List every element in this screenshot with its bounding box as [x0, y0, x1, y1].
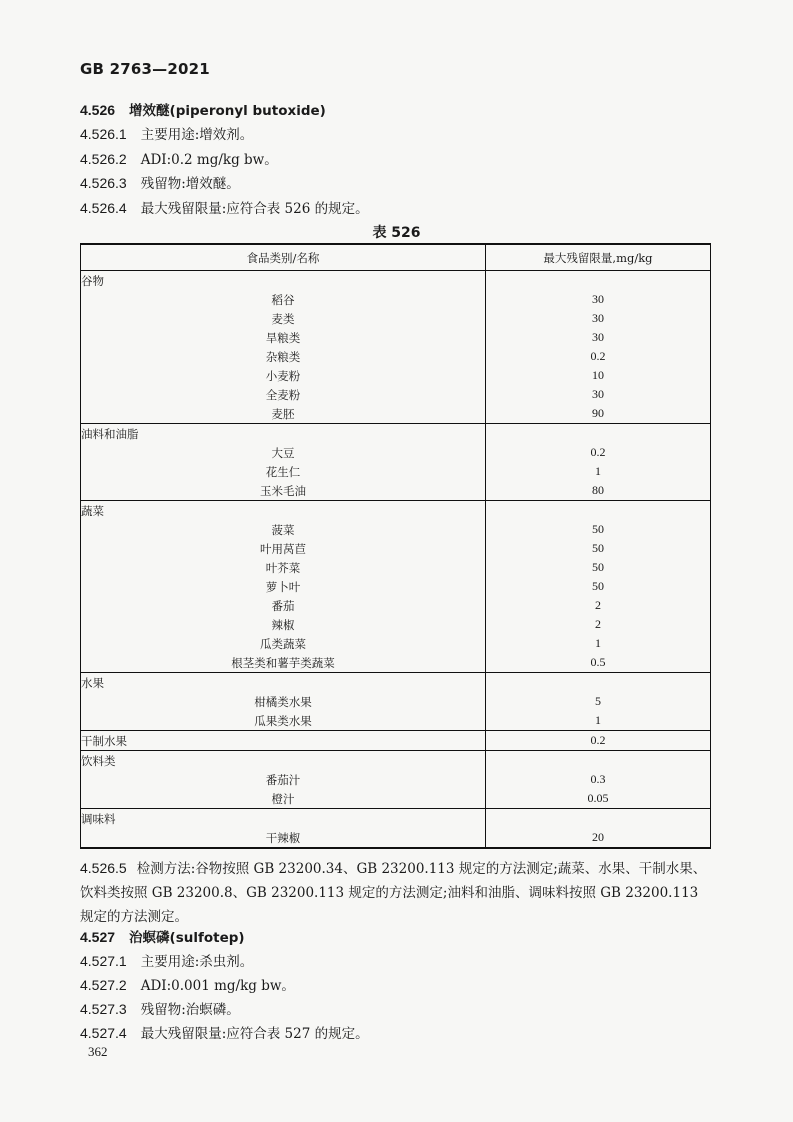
clause-text: 最大残留限量:应符合表 526 的规定。 — [140, 201, 369, 217]
section-number: 4.526 — [80, 102, 116, 118]
food-category: 水果 — [81, 673, 486, 693]
clause-text: 残留物:治螟磷。 — [140, 1002, 240, 1018]
table-row — [81, 309, 711, 328]
mrl-value: 0.2 — [486, 443, 711, 462]
food-name: 萝卜叶 — [81, 577, 486, 596]
mrl-value: 30 — [486, 309, 711, 328]
mrl-value: 2 — [486, 596, 711, 615]
section-heading-526 — [80, 99, 326, 119]
column-header-food: 食品类别/名称 — [81, 244, 486, 271]
table-row — [81, 539, 711, 558]
table-row-category — [81, 731, 711, 751]
food-name: 番茄汁 — [81, 770, 486, 789]
clause-527-3 — [80, 998, 240, 1018]
section-number: 4.527 — [80, 929, 116, 945]
clause-526-1 — [80, 123, 253, 143]
table-row-category — [81, 424, 711, 444]
clause-text: 主要用途:杀虫剂。 — [140, 954, 254, 970]
table-row-category — [81, 809, 711, 829]
food-name: 杂粮类 — [81, 347, 486, 366]
clause-526-3 — [80, 172, 240, 192]
table-row — [81, 404, 711, 424]
column-header-limit: 最大残留限量,mg/kg — [486, 244, 711, 271]
table-row — [81, 789, 711, 809]
food-name: 玉米毛油 — [81, 481, 486, 501]
food-name: 大豆 — [81, 443, 486, 462]
mrl-value: 10 — [486, 366, 711, 385]
food-name: 花生仁 — [81, 462, 486, 481]
clause-number: 4.526.1 — [80, 126, 127, 142]
table-row — [81, 615, 711, 634]
section-heading-527 — [80, 926, 245, 946]
clause-number: 4.526.5 — [80, 860, 127, 876]
clause-number: 4.526.4 — [80, 200, 127, 216]
table-row — [81, 290, 711, 309]
clause-text: 残留物:增效醚。 — [140, 176, 240, 192]
food-name: 辣椒 — [81, 615, 486, 634]
food-name: 柑橘类水果 — [81, 692, 486, 711]
mrl-value — [486, 751, 711, 771]
clause-527-2 — [80, 974, 295, 994]
table-row — [81, 711, 711, 731]
mrl-value — [486, 809, 711, 829]
clause-527-4 — [80, 1022, 369, 1042]
mrl-value — [486, 271, 711, 291]
table-row-category — [81, 751, 711, 771]
mrl-value: 0.2 — [486, 347, 711, 366]
mrl-value: 0.05 — [486, 789, 711, 809]
food-name: 稻谷 — [81, 290, 486, 309]
table-row — [81, 577, 711, 596]
table-row — [81, 596, 711, 615]
standard-header: GB 2763—2021 — [80, 60, 210, 78]
table-header-row — [81, 244, 711, 271]
table-row — [81, 653, 711, 673]
table-row-category — [81, 271, 711, 291]
table-row-category — [81, 673, 711, 693]
food-category: 调味料 — [81, 809, 486, 829]
food-name: 根茎类和薯芋类蔬菜 — [81, 653, 486, 673]
table-row — [81, 443, 711, 462]
table-row — [81, 520, 711, 539]
food-name: 菠菜 — [81, 520, 486, 539]
table-title: 表 526 — [372, 225, 421, 241]
clause-text: 主要用途:增效剂。 — [140, 127, 254, 143]
section-title: 治螟磷(sulfotep) — [129, 930, 245, 946]
mrl-value: 1 — [486, 462, 711, 481]
clause-text: 最大残留限量:应符合表 527 的规定。 — [140, 1026, 369, 1042]
food-category: 谷物 — [81, 271, 486, 291]
food-name: 叶用莴苣 — [81, 539, 486, 558]
clause-number: 4.527.3 — [80, 1001, 127, 1017]
mrl-value: 0.3 — [486, 770, 711, 789]
clause-number: 4.526.3 — [80, 175, 127, 191]
clause-text: 检测方法:谷物按照 GB 23200.34、GB 23200.113 规定的方法测定;蔬菜、水果、干制水果、饮料类按照 GB 23200.8、GB 23200.113 规定的方法测定;油料和油脂、调味料按照 GB 23200.113 规定的方法测定。 — [80, 861, 707, 925]
food-name: 旱粮类 — [81, 328, 486, 347]
table-row — [81, 692, 711, 711]
clause-526-5 — [80, 856, 710, 929]
mrl-value: 50 — [486, 520, 711, 539]
mrl-value: 5 — [486, 692, 711, 711]
food-category: 干制水果 — [81, 731, 486, 751]
mrl-table — [80, 243, 711, 849]
table-row — [81, 366, 711, 385]
clause-number: 4.527.2 — [80, 977, 127, 993]
mrl-value: 2 — [486, 615, 711, 634]
clause-526-4 — [80, 197, 369, 217]
table-row — [81, 481, 711, 501]
mrl-value: 30 — [486, 290, 711, 309]
mrl-value: 0.5 — [486, 653, 711, 673]
mrl-value: 80 — [486, 481, 711, 501]
clause-527-1 — [80, 950, 253, 970]
mrl-value: 1 — [486, 634, 711, 653]
table-row — [81, 828, 711, 848]
mrl-value: 30 — [486, 328, 711, 347]
table-row — [81, 634, 711, 653]
table-body — [81, 271, 711, 849]
mrl-value — [486, 424, 711, 444]
table-row — [81, 328, 711, 347]
food-category: 饮料类 — [81, 751, 486, 771]
food-name: 小麦粉 — [81, 366, 486, 385]
food-name: 叶芥菜 — [81, 558, 486, 577]
table-row — [81, 347, 711, 366]
mrl-value: 0.2 — [486, 731, 711, 751]
mrl-value: 50 — [486, 558, 711, 577]
food-name: 麦胚 — [81, 404, 486, 424]
table-row — [81, 558, 711, 577]
mrl-value — [486, 501, 711, 521]
clause-number: 4.527.1 — [80, 953, 127, 969]
food-name: 瓜类蔬菜 — [81, 634, 486, 653]
table-row — [81, 462, 711, 481]
food-name: 全麦粉 — [81, 385, 486, 404]
table-row — [81, 385, 711, 404]
food-name: 瓜果类水果 — [81, 711, 486, 731]
food-name: 麦类 — [81, 309, 486, 328]
mrl-value: 50 — [486, 577, 711, 596]
food-category: 蔬菜 — [81, 501, 486, 521]
mrl-value — [486, 673, 711, 693]
page-number: 362 — [88, 1044, 108, 1059]
mrl-value: 30 — [486, 385, 711, 404]
mrl-value: 20 — [486, 828, 711, 848]
clause-number: 4.526.2 — [80, 151, 127, 167]
food-name: 橙汁 — [81, 789, 486, 809]
table-row — [81, 770, 711, 789]
mrl-value: 1 — [486, 711, 711, 731]
mrl-value: 90 — [486, 404, 711, 424]
table-row-category — [81, 501, 711, 521]
mrl-value: 50 — [486, 539, 711, 558]
food-name: 番茄 — [81, 596, 486, 615]
clause-text: ADI:0.001 mg/kg bw。 — [140, 978, 295, 994]
clause-text: ADI:0.2 mg/kg bw。 — [140, 152, 278, 168]
food-name: 干辣椒 — [81, 828, 486, 848]
section-title: 增效醚(piperonyl butoxide) — [129, 103, 326, 119]
clause-number: 4.527.4 — [80, 1025, 127, 1041]
clause-526-2 — [80, 148, 278, 168]
food-category: 油料和油脂 — [81, 424, 486, 444]
